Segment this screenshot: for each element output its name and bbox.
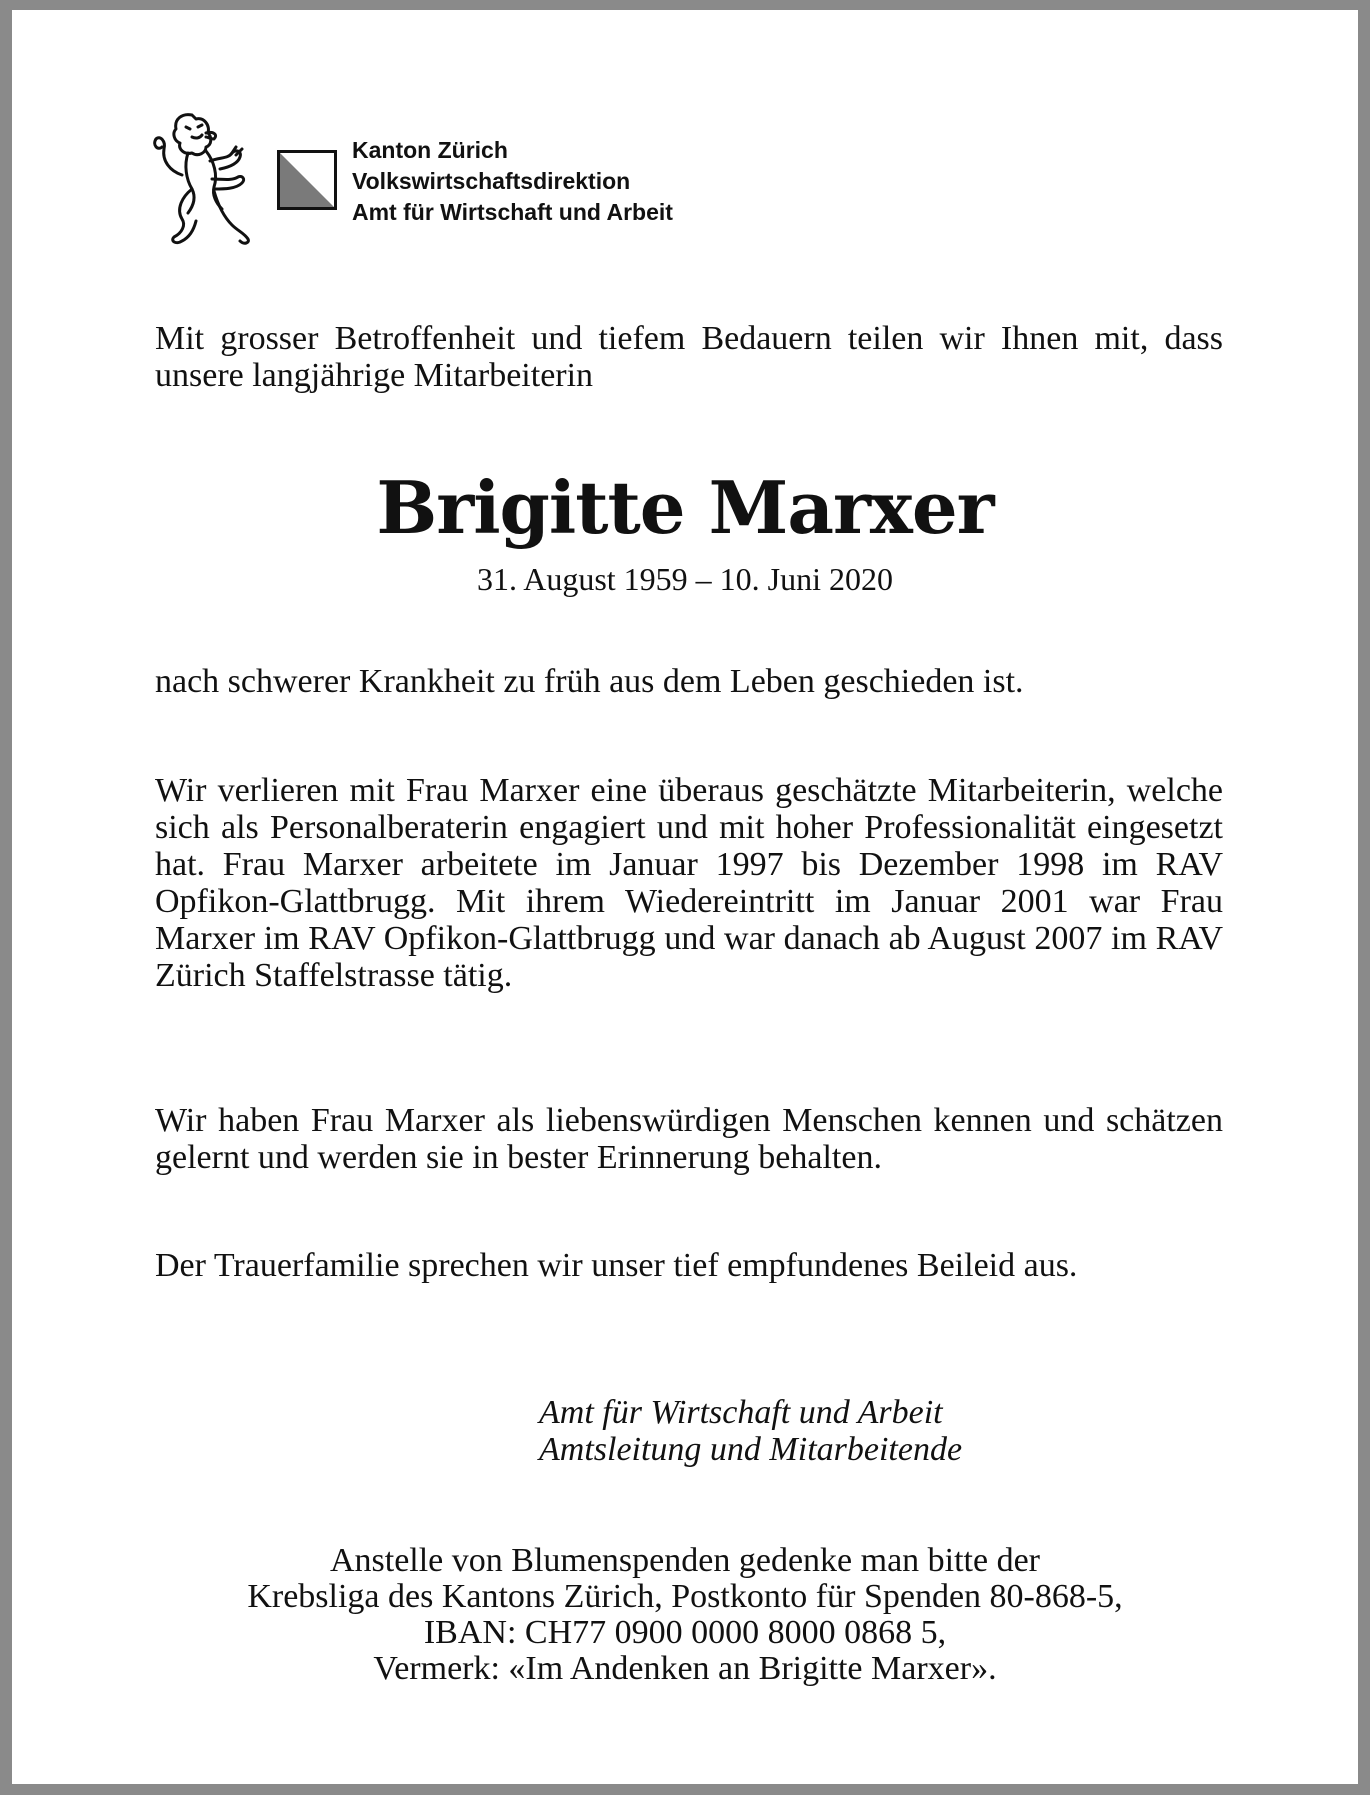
life-dates: 31. August 1959 – 10. Juni 2020: [476, 561, 894, 597]
passing-paragraph: nach schwerer Krankheit zu früh aus dem Leben geschieden ist.: [155, 663, 1024, 700]
zurich-flag-icon: [277, 150, 337, 210]
signature-staff: Amtsleitung und Mitarbeitende: [539, 1431, 963, 1468]
org-canton: Kanton Zürich: [352, 137, 508, 163]
donation-reference: Vermerk: «Im Andenken an Brigitte Marxer».: [373, 1650, 997, 1687]
donation-iban: IBAN: CH77 0900 0000 8000 0868 5,: [423, 1614, 947, 1651]
donation-line: Anstelle von Blumenspenden gedenke man bitte der: [329, 1542, 1041, 1579]
condolence-paragraph: Der Trauerfamilie sprechen wir unser tief empfundenes Beileid aus.: [155, 1247, 1078, 1284]
obituary-page: [12, 10, 1358, 1784]
donation-line: Krebsliga des Kantons Zürich, Postkonto für Spenden 80-868-5,: [247, 1578, 1123, 1615]
career-paragraph: Wir verlieren mit Frau Marxer eine überaus geschätzte Mitarbeiterin, welche sich als Personalberaterin engagiert und mit hoher Professionalität eingesetzt hat. Frau Marxer arbeitete im Januar 1997 bis Dezember 1998 im RAV Opfikon-Glattbrugg. Mit ihrem Wiedereintritt im Januar 2001 war Frau Marxer im RAV Opfikon-Glattbrugg und war danach ab August 2007 im RAV Zürich Staffelstrasse tätig.: [155, 772, 1223, 994]
org-directorate: Volkswirtschaftsdirektion: [352, 168, 631, 194]
zurich-lion-logo: [152, 105, 262, 255]
organization-lines: [352, 135, 673, 228]
signature-block: [539, 1394, 962, 1468]
signature-office: Amt für Wirtschaft und Arbeit: [539, 1394, 943, 1431]
deceased-name: Brigitte Marxer: [376, 465, 994, 550]
org-office: Amt für Wirtschaft und Arbeit: [352, 199, 673, 225]
intro-paragraph: Mit grosser Betroffenheit und tiefem Bedauern teilen wir Ihnen mit, dass unsere langjährige Mitarbeiterin: [155, 320, 1223, 394]
memory-paragraph: Wir haben Frau Marxer als liebenswürdigen Menschen kennen und schätzen gelernt und werden sie in bester Erinnerung behalten.: [155, 1102, 1223, 1176]
donation-note: [12, 1543, 1358, 1687]
